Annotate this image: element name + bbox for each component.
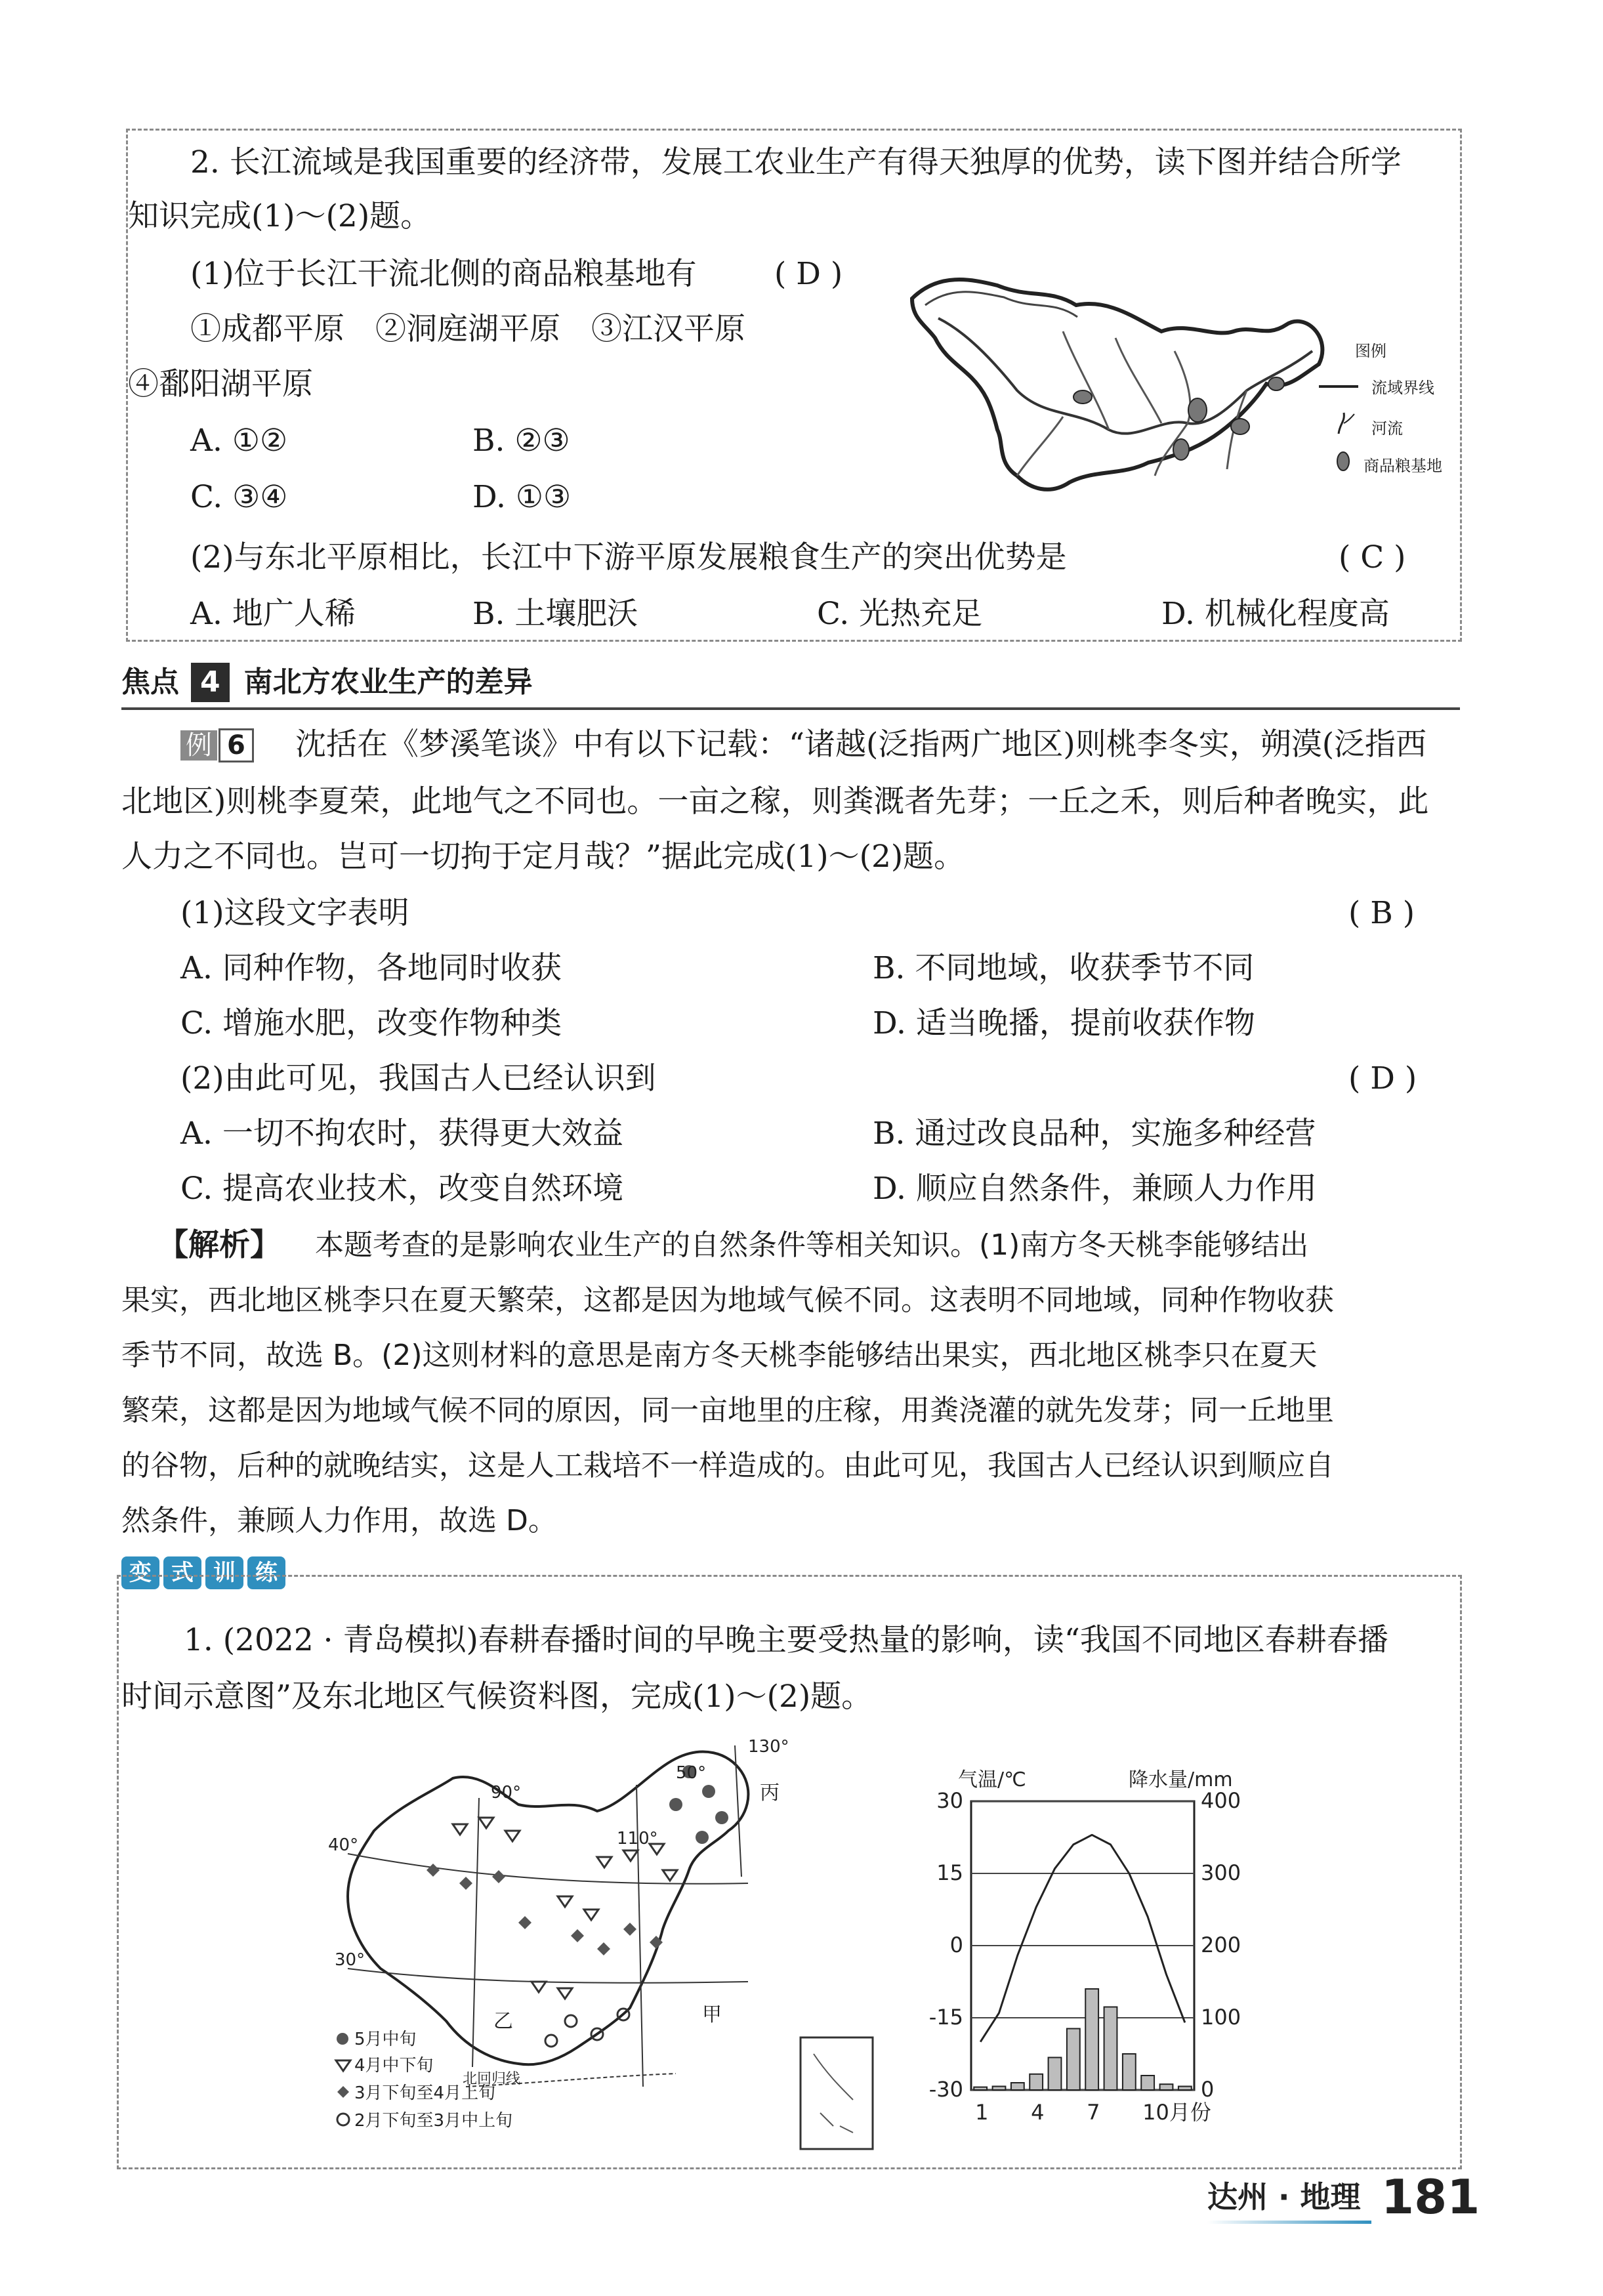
- focus-heading: [121, 663, 533, 702]
- map-label-yi: 乙: [493, 2010, 513, 2033]
- q2-stem-line1: 2. 长江流域是我国重要的经济带，发展工农业生产有得天独厚的优势，读下图并结合所学: [190, 144, 1402, 180]
- precip-bar: [1049, 2058, 1062, 2091]
- page-number: 181: [1381, 2169, 1480, 2224]
- chart-temp-tick: 0: [949, 1932, 963, 1957]
- variant-char-4: 练: [247, 1556, 285, 1589]
- chart-temp-tick: -15: [928, 2005, 963, 2030]
- footer-underline: [1207, 2221, 1371, 2224]
- map-legend-1: 5月中旬: [354, 2030, 417, 2049]
- q2-stem-line2: 知识完成(1)～(2)题。: [128, 198, 432, 234]
- q2-sub2-option-d: D. 机械化程度高: [1161, 596, 1390, 632]
- chart-bars: [974, 1989, 1192, 2090]
- example6-sub1-option-d: D. 适当晚播，提前收获作物: [873, 1005, 1255, 1041]
- chart-precip-tick: 400: [1201, 1788, 1241, 1813]
- china-outline: [348, 1752, 748, 2065]
- analysis-line5: 的谷物，后种的就晚结实，这是人工栽培不一样造成的。由此可见，我国古人已经认识到顺应自: [121, 1449, 1334, 1482]
- map-diamonds-march: [427, 1864, 663, 1955]
- precip-bar: [1104, 2007, 1117, 2091]
- map-lat-40: 40°: [328, 1835, 359, 1855]
- parallel-40: [348, 1854, 748, 1884]
- chart-temp-tick: 30: [936, 1788, 963, 1813]
- parallel-30: [348, 1969, 748, 1983]
- focus-underline: [121, 707, 1460, 710]
- analysis-line1: 本题考查的是影响农业生产的自然条件等相关知识。(1)南方冬天桃李能够结出: [315, 1228, 1309, 1262]
- q2-sub1-answer: ( D ): [774, 256, 843, 292]
- map-legend-4: 2月下旬至3月中上旬: [354, 2111, 513, 2131]
- precip-bar: [1123, 2054, 1136, 2090]
- example6-sub1-text: (1)这段文字表明: [180, 895, 409, 931]
- map-legend-3: 3月下旬至4月上旬: [354, 2083, 496, 2103]
- q2-sub2-text: (2)与东北平原相比，长江中下游平原发展粮食生产的突出优势是: [190, 539, 1067, 575]
- temperature-line: [980, 1835, 1185, 2041]
- precip-bar: [1141, 2076, 1154, 2090]
- chart-grid: [971, 1801, 1194, 2090]
- grain-base-dongting: [1173, 439, 1189, 460]
- map-lat-30: 30°: [335, 1950, 365, 1970]
- tributary-2: [1115, 338, 1161, 423]
- example6-sub1-option-b: B. 不同地域，收获季节不同: [873, 950, 1255, 986]
- q2-sub1-option-d: D. ①③: [472, 479, 572, 515]
- inset-detail: [814, 2054, 853, 2133]
- precip-bar: [1067, 2029, 1080, 2091]
- south-china-sea-inset: [801, 2037, 873, 2149]
- q2-sub1-option-c: C. ③④: [190, 479, 288, 515]
- chart-precip-tick: 0: [1201, 2077, 1215, 2102]
- precip-bar: [974, 2087, 987, 2090]
- map-legend-2: 4月中下旬: [354, 2056, 434, 2076]
- example6-sub2-option-d: D. 顺应自然条件，兼顾人力作用: [873, 1171, 1317, 1207]
- q2-sub1-option-b: B. ②③: [472, 423, 570, 459]
- q2-sub1-options-line2: ④鄱阳湖平原: [128, 366, 313, 402]
- legend-river-icon: [1332, 410, 1358, 436]
- example6-sub1-option-a: A. 同种作物，各地同时收获: [180, 950, 562, 986]
- q2-sub1-option-a: A. ①②: [190, 423, 288, 459]
- climate-chart: [912, 1765, 1280, 2133]
- variant-q1-line1: 1. (2022 · 青岛模拟)春耕春播时间的早晚主要受热量的影响，读“我国不同地区春耕春播: [184, 1622, 1388, 1658]
- analysis-label: 【解析】: [157, 1227, 281, 1263]
- basin-boundary: [912, 280, 1322, 490]
- chart-x-tick: 1: [975, 2100, 989, 2125]
- variant-q1-line2: 时间示意图”及东北地区气候资料图，完成(1)～(2)题。: [121, 1679, 873, 1715]
- chart-precip-tick: 300: [1201, 1860, 1241, 1885]
- grain-base-chengdu: [1073, 390, 1092, 404]
- meridian-90: [472, 1798, 479, 2067]
- yangtze-map-legend: [1319, 338, 1457, 476]
- analysis-line3: 季节不同，故选 B。(2)这则材料的意思是南方冬天桃李能够结出果实，西北地区桃李只在夏天: [121, 1339, 1318, 1372]
- analysis-line2: 果实，西北地区桃李只在夏天繁荣，这都是因为地域气候不同。这表明不同地域，同种作物收获: [121, 1284, 1334, 1317]
- legend-grain-icon: [1333, 449, 1353, 473]
- variant-char-3: 训: [205, 1556, 243, 1589]
- example6-sub2-option-b: B. 通过改良品种，实施多种经营: [873, 1116, 1316, 1152]
- precip-bar: [1160, 2084, 1173, 2090]
- example-6-label: [180, 728, 254, 762]
- map-lon-130: 130°: [748, 1737, 789, 1757]
- chart-precip-tick: 100: [1201, 2005, 1241, 2030]
- example6-sub1-answer: ( B ): [1348, 895, 1415, 931]
- chart-temperature-line: [980, 1835, 1185, 2041]
- variant-char-2: 式: [163, 1556, 201, 1589]
- q2-sub2-option-a: A. 地广人稀: [190, 596, 356, 632]
- q2-sub1-options-line1: ①成都平原 ②洞庭湖平原 ③江汉平原: [190, 311, 745, 347]
- map-label-bing: 丙: [760, 1782, 780, 1805]
- chart-x-tick: 10月份: [1142, 2100, 1211, 2125]
- chart-precip-tick: 200: [1201, 1932, 1241, 1957]
- precip-bar: [993, 2087, 1006, 2091]
- grain-base-poyang: [1231, 419, 1249, 434]
- q2-sub1-text: (1)位于长江干流北侧的商品粮基地有: [190, 256, 697, 292]
- china-spring-plowing-map: [322, 1732, 912, 2159]
- q2-sub2-option-c: C. 光热充足: [817, 596, 983, 632]
- grain-base-taihu: [1268, 377, 1284, 390]
- q2-sub2-option-b: B. 土壤肥沃: [472, 596, 638, 632]
- focus-number: 4: [191, 663, 230, 702]
- example6-sub2-text: (2)由此可见，我国古人已经认识到: [180, 1060, 656, 1096]
- chart-temp-tick: 15: [936, 1860, 963, 1885]
- variant-char-1: 变: [121, 1556, 159, 1589]
- q2-sub2-answer: ( C ): [1339, 539, 1406, 575]
- example6-line2: 北地区)则桃李夏荣，此地气之不同也。一亩之稼，则粪溉者先芽；一丘之禾，则后种者晚实，此: [121, 783, 1429, 820]
- meridian-130: [735, 1745, 741, 1877]
- legend-grain-base: 商品粮基地: [1364, 457, 1442, 475]
- tributary-6: [1017, 417, 1063, 476]
- legend-boundary: 流域界线: [1371, 379, 1434, 397]
- precip-bar: [1011, 2083, 1024, 2090]
- analysis-line4: 繁荣，这都是因为地域气候不同的原因，同一亩地里的庄稼，用粪浇灌的就先发芽；同一丘地里: [121, 1394, 1334, 1427]
- chart-x-tick: 4: [1031, 2100, 1045, 2125]
- precip-bar: [1030, 2074, 1043, 2090]
- footer-region: 达州 · 地理: [1207, 2179, 1361, 2215]
- chart-x-tick: 7: [1087, 2100, 1100, 2125]
- chart-temp-tick: -30: [928, 2077, 963, 2102]
- map-lat-50: 50°: [676, 1763, 707, 1783]
- legend-title: 图例: [1355, 342, 1386, 360]
- precip-bar: [1178, 2087, 1192, 2091]
- example6-sub2-option-a: A. 一切不拘农时，获得更大效益: [180, 1116, 623, 1152]
- example-label: 例: [180, 730, 217, 761]
- map-lon-110: 110°: [617, 1829, 658, 1848]
- chart-ylabel-left: 气温/℃: [958, 1768, 1026, 1791]
- map-tropic-label: 北回归线: [463, 2071, 521, 2087]
- chart-ylabel-right: 降水量/mm: [1129, 1768, 1233, 1791]
- focus-label: 焦点: [121, 665, 179, 699]
- focus-title: 南北方农业生产的差异: [243, 665, 533, 699]
- example6-sub2-option-c: C. 提高农业技术，改变自然环境: [180, 1171, 624, 1207]
- map-lon-90: 90°: [491, 1783, 522, 1803]
- precip-bar: [1085, 1989, 1098, 2090]
- map-label-jia: 甲: [702, 2003, 722, 2026]
- grain-base-jianghan: [1188, 398, 1207, 422]
- example6-sub2-answer: ( D ): [1348, 1060, 1417, 1096]
- analysis-line6: 然条件，兼顾人力作用，故选 D。: [121, 1504, 557, 1537]
- example6-sub1-option-c: C. 增施水肥，改变作物种类: [180, 1005, 562, 1041]
- legend-boundary-line-icon: [1319, 385, 1358, 388]
- example-number: 6: [219, 728, 254, 762]
- example6-line3: 人力之不同也。岂可一切拘于定月哉？”据此完成(1)～(2)题。: [121, 839, 965, 875]
- legend-river: 河流: [1371, 419, 1403, 438]
- example6-line1: 沈括在《梦溪笔谈》中有以下记载：“诸越(泛指两广地区)则桃李冬实，朔漠(泛指西: [295, 726, 1427, 762]
